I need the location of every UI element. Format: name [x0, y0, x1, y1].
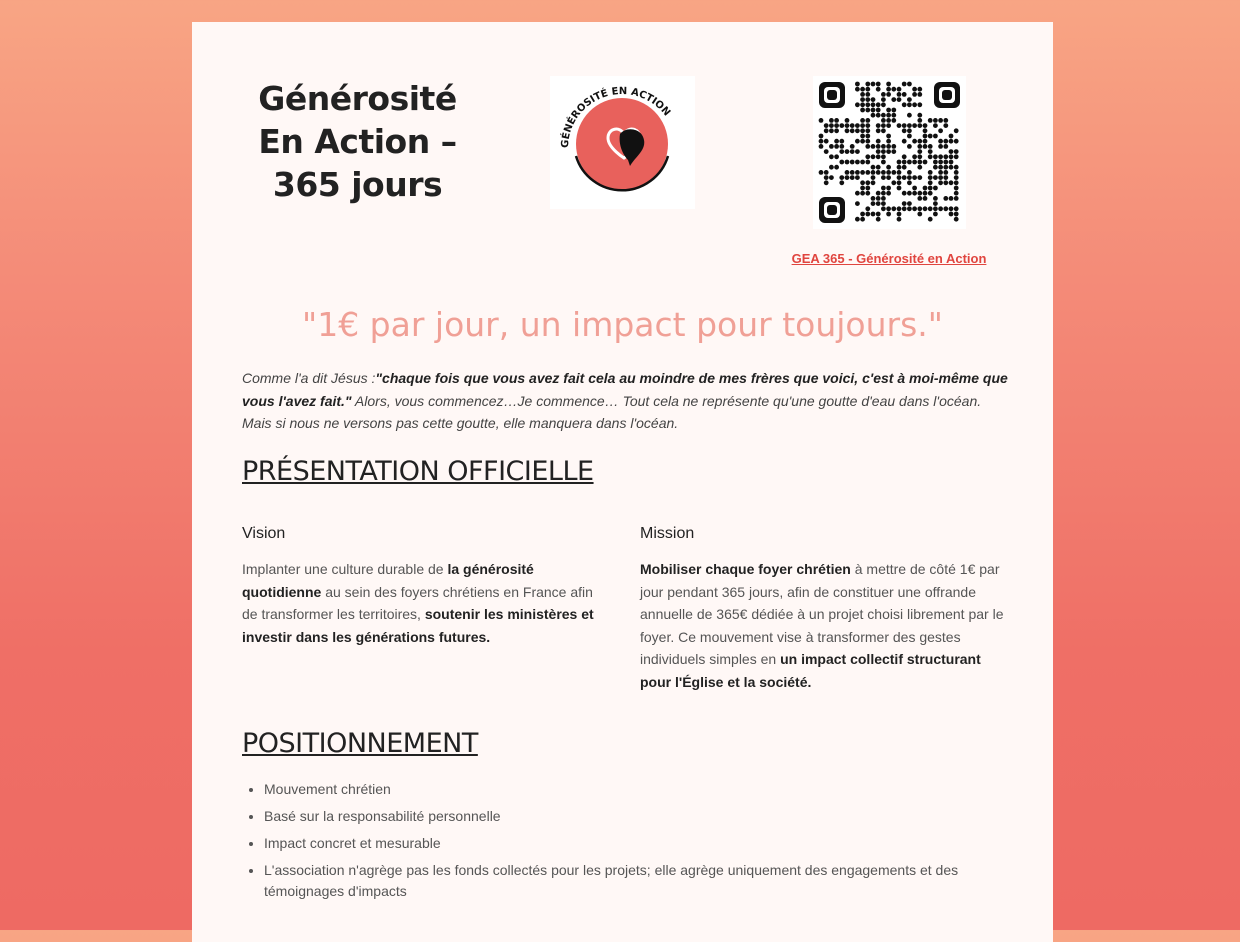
title-line-1: Générosité — [258, 79, 457, 118]
heading-positionnement: POSITIONNEMENT — [242, 728, 478, 759]
list-item: • L'association n'agrège pas les fonds collectés pour les projets; elle agrège uniquement des engagements et des témoignages d'impacts — [264, 860, 1004, 902]
logo — [550, 76, 695, 209]
vision-title: Vision — [242, 525, 286, 542]
qr-code[interactable] — [813, 76, 966, 229]
intro-lead: Comme l'a dit Jésus : — [242, 370, 376, 386]
heading-presentation: PRÉSENTATION OFFICIELLE — [242, 456, 594, 487]
intro-bible-quote: "chaque fois que vous avez fait cela au moindre de mes frères que voici, c'est à moi-même que vous l'avez fait." — [242, 370, 1008, 409]
list-item: • Impact concret et mesurable — [264, 833, 1004, 854]
list-item: • Basé sur la responsabilité personnelle — [264, 806, 1004, 827]
mission-title: Mission — [640, 525, 695, 542]
vision-text: Implanter une culture durable de la générosité quotidienne au sein des foyers chrétiens en France afin de transformer les territoires, soutenir les ministères et investir dans les générations futures. — [242, 561, 594, 645]
intro-quote — [242, 367, 1012, 435]
title-line-3: 365 jours — [272, 165, 443, 204]
qr-code-icon — [813, 76, 966, 229]
page-card — [192, 22, 1053, 942]
positionnement-list — [242, 779, 1004, 908]
svg-text:GÉNÉROSITÉ EN ACTION: GÉNÉROSITÉ EN ACTION — [559, 85, 673, 149]
site-title — [240, 77, 475, 206]
list-item: • Mouvement chrétien — [264, 779, 1004, 800]
qr-link[interactable]: GEA 365 - Générosité en Action — [791, 251, 987, 266]
title-line-2: En Action – — [258, 122, 457, 161]
mission-text: Mobiliser chaque foyer chrétien à mettre de côté 1€ par jour pendant 365 jours, afin de constituer une offrande annuelle de 365€ dédiée à un projet choisi librement par le foyer. Ce mouvement vise à transformer des gestes individuels simples en un impact collectif structurant pour l'Église et la société. — [640, 561, 1004, 690]
tagline: "1€ par jour, un impact pour toujours." — [302, 305, 943, 344]
intro-rest: Alors, vous commencez…Je commence… Tout cela ne représente qu'une goutte d'eau dans l'océan. Mais si nous ne versons pas cette goutte, elle manquera dans l'océan. — [242, 392, 982, 431]
logo-image — [550, 76, 695, 209]
